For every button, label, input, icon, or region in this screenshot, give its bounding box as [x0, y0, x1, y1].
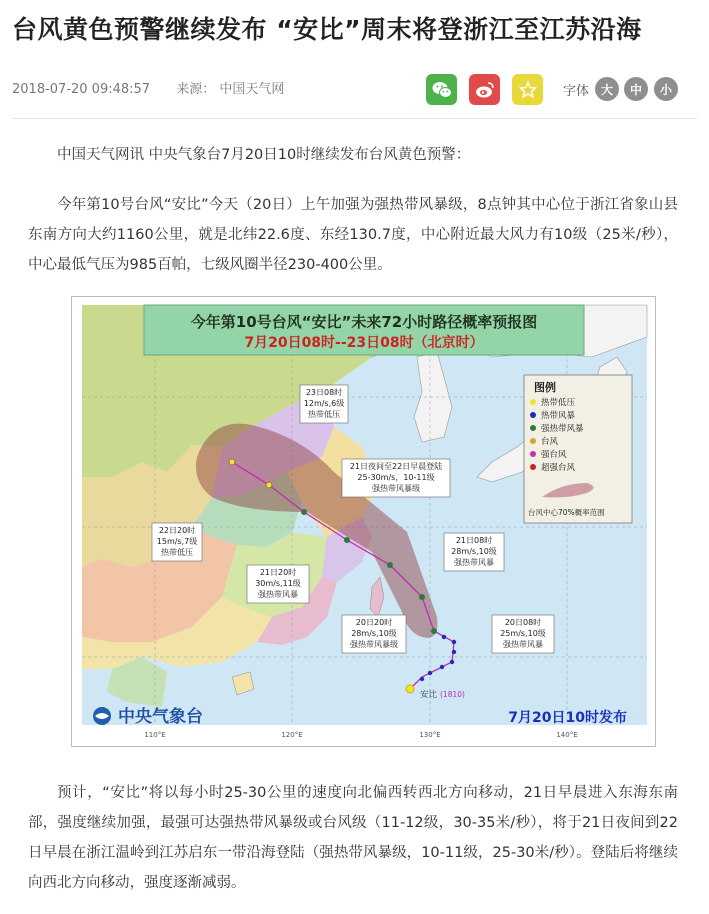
share-wechat-button[interactable] — [426, 74, 457, 105]
legend-dot-0 — [530, 399, 536, 405]
label-2-wind: 15m/s,7级 — [156, 537, 198, 546]
legend-dot-4 — [530, 451, 536, 457]
header-divider — [12, 118, 697, 119]
font-size-label: 字体 — [563, 84, 590, 99]
label-3-level: 强热带风暴 — [454, 558, 494, 567]
label-4-wind: 30m/s,11级 — [255, 579, 301, 588]
source-label: 来源： — [176, 82, 216, 97]
label-0-level: 热带低压 — [308, 410, 340, 419]
font-size-large-button[interactable]: 大 — [595, 77, 619, 101]
typhoon-forecast-map — [71, 296, 656, 747]
legend-dot-5 — [530, 464, 536, 470]
source-link[interactable]: 中国天气网 — [219, 82, 285, 97]
label-5-wind: 25m/s,10级 — [500, 629, 546, 638]
label-6-level: 强热带风暴级 — [350, 640, 398, 649]
wechat-icon — [432, 81, 452, 99]
label-6-time: 20日20时 — [355, 618, 393, 627]
agency-name: 中央气象台 — [118, 707, 203, 727]
font-size-medium-button[interactable]: 中 — [624, 77, 648, 101]
map-svg — [72, 297, 655, 746]
favorite-button[interactable] — [512, 74, 543, 105]
legend-item-4: 强台风 — [541, 450, 567, 460]
lon-tick-120: 120°E — [281, 731, 303, 739]
legend-item-1: 热带风暴 — [541, 411, 576, 421]
typhoon-name: 安比 — [420, 690, 438, 700]
lon-tick-110: 110°E — [144, 731, 166, 739]
label-2-time: 22日20时 — [158, 526, 196, 535]
label-3-time: 21日08时 — [455, 536, 493, 545]
share-weibo-button[interactable] — [469, 74, 500, 105]
legend-item-5: 超强台风 — [541, 463, 576, 473]
paragraph-1: 中国天气网讯 中央气象台7月20日10时继续发布台风黄色预警： — [57, 147, 471, 163]
map-title: 今年第10号台风“安比”未来72小时路径概率预报图 — [190, 313, 538, 331]
typhoon-code: (1810) — [440, 690, 465, 699]
label-2-level: 热带低压 — [161, 548, 193, 557]
article-title: 台风黄色预警继续发布 “安比”周末将登浙江至江苏沿海 — [12, 15, 642, 44]
label-6-wind: 28m/s,10级 — [351, 629, 397, 638]
article-meta — [12, 78, 284, 97]
legend-dot-2 — [530, 425, 536, 431]
map-subtitle: 7月20日08时--23日08时（北京时） — [244, 335, 484, 351]
label-3-wind: 28m/s,10级 — [451, 547, 497, 556]
legend-dot-3 — [530, 438, 536, 444]
label-1-time: 21日夜间至22日早晨登陆 — [349, 462, 443, 471]
star-icon — [519, 81, 537, 99]
legend-cone-label: 台风中心70%概率范围 — [528, 508, 605, 517]
lon-tick-140: 140°E — [556, 731, 578, 739]
label-0-wind: 12m/s,6级 — [303, 399, 345, 408]
label-4-level: 强热带风暴 — [258, 590, 298, 599]
label-4-time: 21日20时 — [259, 568, 297, 577]
label-1-level: 强热带风暴级 — [372, 484, 420, 493]
legend-item-2: 强热带风暴 — [541, 424, 584, 434]
font-size-small-button[interactable]: 小 — [654, 77, 678, 101]
paragraph-3: 预计，“安比”将以每小时25-30公里的速度向北偏西转西北方向移动，21日早晨进入东海东南部，强度继续加强，最强可达强热带风暴级或台风级（11-12级，30-35米/秒），将于21日夜间到22日早晨在浙江温岭到江苏启东一带沿海登陆（强热带风暴级，10-11级，25-30米/秒）。登陆后将继续向西北方向移动，强度逐渐减弱。 — [28, 785, 678, 891]
legend-item-3: 台风 — [541, 437, 559, 447]
lon-tick-130: 130°E — [419, 731, 441, 739]
label-1-wind: 25-30m/s，10-11级 — [357, 473, 435, 482]
legend-item-0: 热带低压 — [541, 398, 576, 408]
issued-time: 7月20日10时发布 — [508, 710, 627, 726]
legend-title: 图例 — [534, 381, 556, 394]
weibo-icon — [475, 81, 495, 99]
publish-datetime: 2018-07-20 09:48:57 — [12, 82, 151, 97]
legend-dot-1 — [530, 412, 536, 418]
label-5-time: 20日08时 — [504, 618, 542, 627]
label-0-time: 23日08时 — [305, 388, 343, 397]
paragraph-2: 今年第10号台风“安比”今天（20日）上午加强为强热带风暴级，8点钟其中心位于浙江省象山县东南方向大约1160公里，就是北纬22.6度、东经130.7度，中心附近最大风力有10级（25米/秒），中心最低气压为985百帕，七级风圈半径230-400公里。 — [28, 197, 678, 273]
label-5-level: 强热带风暴 — [503, 640, 543, 649]
